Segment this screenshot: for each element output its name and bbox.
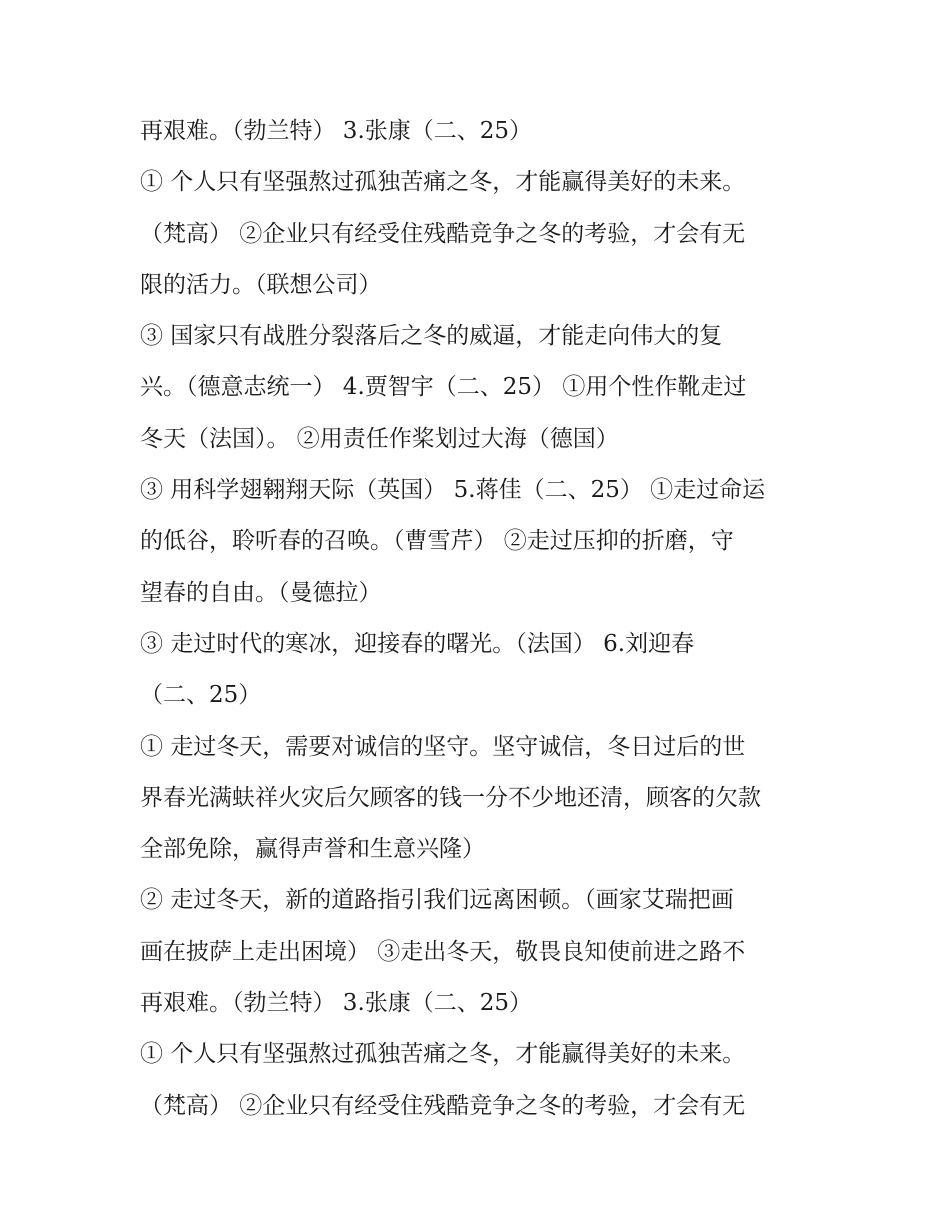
text-line: ③ 用科学翅翱翔天际（英国） 5.蒋佳（二、25） ①走过命运 <box>140 477 766 504</box>
text-line: 全部免除，赢得声誉和生意兴隆） <box>140 836 485 863</box>
text-line: 再艰难。（勃兰特） 3.张康（二、25） <box>140 118 533 144</box>
text-line: （二、25） <box>140 682 262 709</box>
text-line: 限的活力。（联想公司） <box>140 271 382 298</box>
text-line: 冬天（法国）。 ②用责任作桨划过大海（德国） <box>140 425 619 452</box>
text-line: 望春的自由。（曼德拉） <box>140 579 382 606</box>
text-line: 再艰难。（勃兰特） 3.张康（二、25） <box>140 990 533 1017</box>
text-line: ① 走过冬天，需要对诚信的坚守。坚守诚信，冬日过后的世 <box>140 733 746 760</box>
text-line: 兴。（德意志统一） 4.贾智宇（二、25） ①用个性作靴走过 <box>140 374 747 401</box>
document-body <box>140 106 830 1132</box>
text-line: ② 走过冬天，新的道路指引我们远离困顿。（画家艾瑞把画 <box>140 887 734 914</box>
text-line: ① 个人只有坚强熬过孤独苦痛之冬，才能赢得美好的未来。 <box>140 169 746 196</box>
text-line: 界春光满蚨祥火灾后欠顾客的钱一分不少地还清，顾客的欠款 <box>140 784 761 811</box>
text-line: ③ 走过时代的寒冰，迎接春的曙光。（法国） 6.刘迎春 <box>140 630 695 657</box>
text-line: （梵高） ②企业只有经受住残酷竞争之冬的考验，才会有无 <box>140 1092 746 1119</box>
text-line: 的低谷，聆听春的召唤。（曹雪芹） ②走过压抑的折磨，守 <box>140 528 734 555</box>
text-line: ③ 国家只有战胜分裂落后之冬的威逼，才能走向伟大的复 <box>140 323 723 350</box>
text-line: （梵高） ②企业只有经受住残酷竞争之冬的考验，才会有无 <box>140 220 746 247</box>
text-line: ① 个人只有坚强熬过孤独苦痛之冬，才能赢得美好的未来。 <box>140 1041 746 1068</box>
text-line: 画在披萨上走出困境） ③走出冬天，敬畏良知使前进之路不 <box>140 938 746 965</box>
